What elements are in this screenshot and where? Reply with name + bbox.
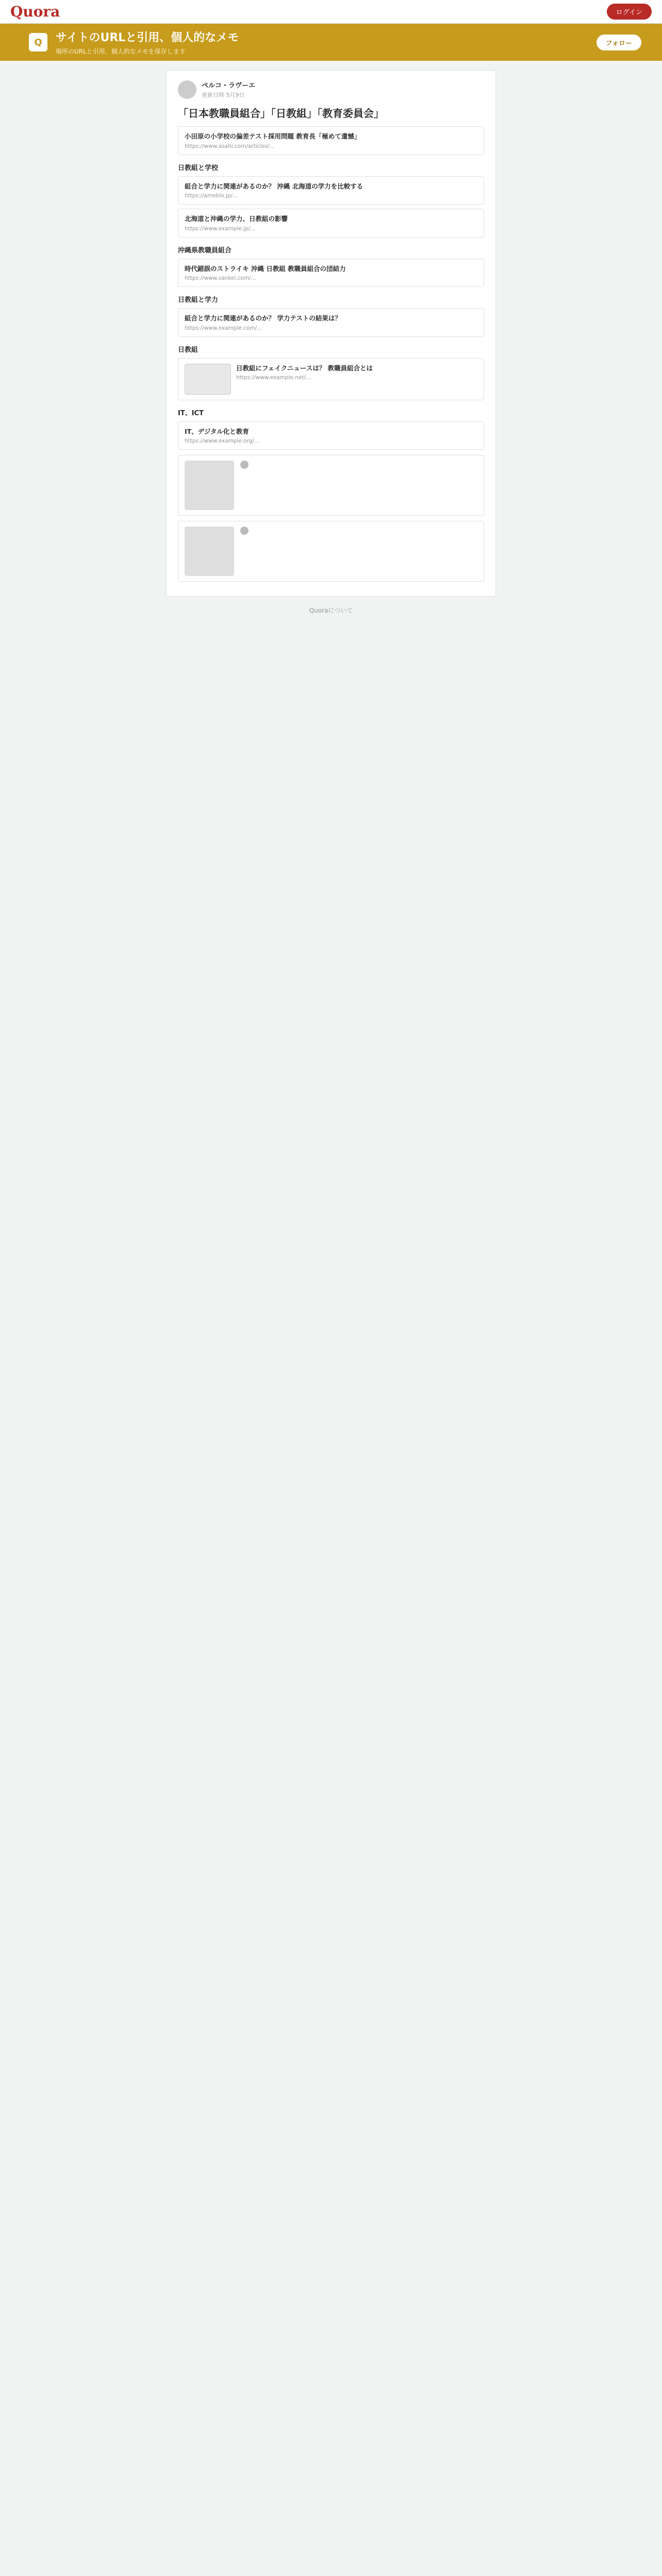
link-card[interactable]	[178, 308, 484, 337]
link-url: https://ameblo.jp/...	[185, 193, 238, 199]
section-heading: 日教組	[178, 346, 198, 354]
link-url: https://www.sankei.com/...	[185, 275, 256, 281]
section-heading: 日教組と学校	[178, 164, 219, 172]
section-heading: 日教組と学力	[178, 296, 219, 304]
footer[interactable]: Quoraについて	[309, 607, 353, 614]
post-author	[178, 80, 484, 99]
post-date: 更新日時 5月9日	[202, 92, 245, 98]
space-subtitle: 場所のURLと引用、個人的なメモを保存します	[56, 48, 186, 55]
link-url: https://www.asahi.com/articles/...	[185, 143, 275, 149]
link-url: https://www.example.jp/...	[185, 225, 256, 232]
space-banner	[0, 24, 662, 61]
author-name[interactable]: ペルコ・ラヴーエ	[202, 82, 256, 90]
link-title: 組合と学力に関連があるのか？ 学力テストの結果は？	[185, 314, 341, 322]
answer-card[interactable]	[178, 455, 484, 516]
follow-button[interactable]: フォロー	[597, 35, 641, 50]
link-title: 小田原の小学校の偏差テスト採用問題 教育長「極めて遺憾」	[185, 132, 361, 140]
answer-image	[185, 527, 234, 576]
answer-card[interactable]	[178, 521, 484, 582]
link-url: https://www.example.org/...	[185, 438, 260, 444]
link-card[interactable]	[178, 421, 484, 450]
avatar[interactable]	[240, 527, 249, 535]
link-title: 時代錯誤のストライキ 沖縄 日教組 教職員組合の団結力	[185, 264, 346, 273]
quora-logo[interactable]: Quora	[10, 3, 60, 20]
post-card	[166, 70, 496, 597]
link-card[interactable]	[178, 126, 484, 155]
link-card[interactable]	[178, 259, 484, 287]
link-url: https://www.example.net/...	[236, 375, 311, 381]
post-title: 「日本教職員組合」「日教組」「教育委員会」	[178, 107, 384, 120]
link-url: https://www.example.com/...	[185, 325, 262, 331]
link-title: 北海道と沖縄の学力、日教組の影響	[185, 215, 288, 223]
link-card[interactable]	[178, 209, 484, 238]
top-bar	[0, 0, 662, 24]
link-thumbnail	[185, 364, 231, 395]
link-title: IT、デジタル化と教育	[185, 427, 249, 435]
space-title: サイトのURLと引用、個人的なメモ	[56, 31, 239, 44]
link-title: 日教組にフェイクニュースは？ 教職員組合とは	[236, 364, 373, 372]
link-title: 組合と学力に関連があるのか？ 沖縄 北海道の学力を比較する	[185, 182, 363, 190]
signin-button[interactable]: ログイン	[607, 4, 652, 20]
link-card[interactable]	[178, 358, 484, 400]
link-card[interactable]	[178, 176, 484, 205]
answer-image	[185, 461, 234, 510]
space-icon: Q	[29, 33, 47, 52]
section-heading: 沖縄県教職員組合	[178, 246, 232, 255]
avatar[interactable]	[240, 461, 249, 469]
section-heading: IT、ICT	[178, 409, 204, 417]
avatar[interactable]	[178, 80, 196, 99]
